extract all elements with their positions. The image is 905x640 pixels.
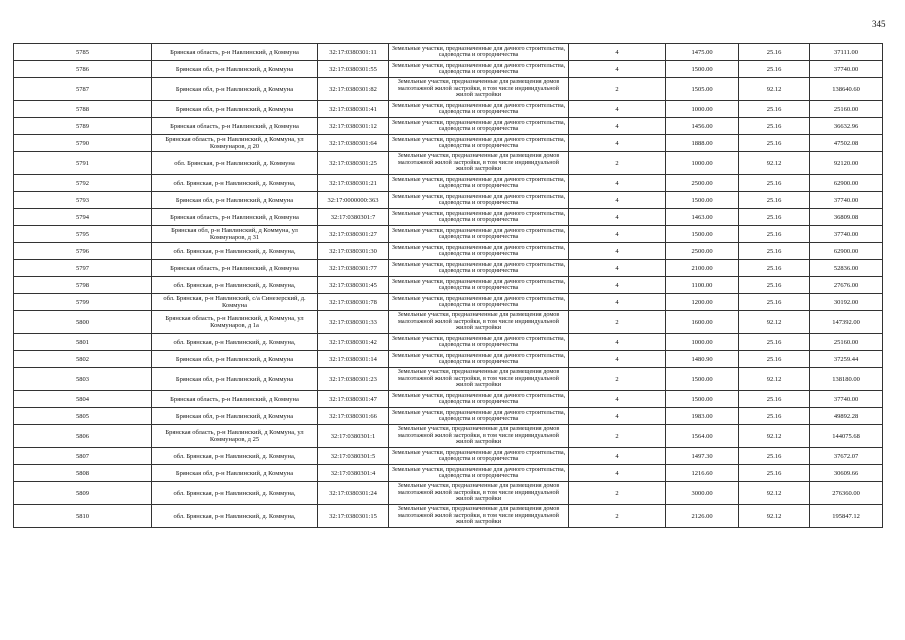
land-use-cell: Земельные участки, предназначенные для дачного строительства, садоводства и огородничества [389, 118, 569, 135]
land-use-cell: Земельные участки, предназначенные для дачного строительства, садоводства и огородничества [389, 408, 569, 425]
cadastral-value-cell: 37740.00 [810, 61, 883, 78]
cadastral-number-cell: 32:17:0380301:33 [318, 311, 389, 334]
cadastral-value-cell: 30609.66 [810, 465, 883, 482]
address-cell: Брянская обл, р-н Навлинский, д Коммуна [152, 408, 318, 425]
table-row [14, 368, 883, 391]
land-use-cell: Земельные участки, предназначенные для дачного строительства, садоводства и огородничества [389, 294, 569, 311]
row-number-cell: 5798 [14, 277, 152, 294]
address-cell: обл. Брянская, р-н Навлинский, д. Коммуна [152, 152, 318, 175]
address-cell: обл. Брянская, р-н Навлинский, д. Коммуна, [152, 243, 318, 260]
cadastral-value-cell: 37740.00 [810, 192, 883, 209]
row-number-cell: 5806 [14, 425, 152, 448]
land-use-cell: Земельные участки, предназначенные для размещения домов малоэтажной жилой застройки, в том числе индивидуальной жилой застройки [389, 505, 569, 528]
row-number-cell: 5801 [14, 334, 152, 351]
land-use-cell: Земельные участки, предназначенные для размещения домов малоэтажной жилой застройки, в том числе индивидуальной жилой застройки [389, 425, 569, 448]
cadastral-value-cell: 37740.00 [810, 391, 883, 408]
cadastral-value-cell: 276360.00 [810, 482, 883, 505]
rate-cell: 25.16 [739, 465, 810, 482]
row-number-cell: 5796 [14, 243, 152, 260]
area-cell: 2126.00 [666, 505, 739, 528]
cadastral-number-cell: 32:17:0000000:363 [318, 192, 389, 209]
land-use-cell: Земельные участки, предназначенные для дачного строительства, садоводства и огородничества [389, 101, 569, 118]
row-number-cell: 5809 [14, 482, 152, 505]
area-cell: 1000.00 [666, 101, 739, 118]
group-cell: 4 [569, 135, 666, 152]
group-cell: 4 [569, 192, 666, 209]
area-cell: 1564.00 [666, 425, 739, 448]
table-row [14, 465, 883, 482]
table-row [14, 175, 883, 192]
cadastral-value-cell: 37740.00 [810, 226, 883, 243]
area-cell: 1200.00 [666, 294, 739, 311]
row-number-cell: 5785 [14, 44, 152, 61]
rate-cell: 92.12 [739, 425, 810, 448]
table-row [14, 192, 883, 209]
cadastral-number-cell: 32:17:0380301:14 [318, 351, 389, 368]
cadastral-number-cell: 32:17:0380301:41 [318, 101, 389, 118]
area-cell: 1500.00 [666, 368, 739, 391]
group-cell: 4 [569, 226, 666, 243]
rate-cell: 25.16 [739, 260, 810, 277]
rate-cell: 92.12 [739, 368, 810, 391]
row-number-cell: 5793 [14, 192, 152, 209]
cadastral-number-cell: 32:17:0380301:27 [318, 226, 389, 243]
row-number-cell: 5805 [14, 408, 152, 425]
group-cell: 4 [569, 277, 666, 294]
row-number-cell: 5794 [14, 209, 152, 226]
cadastral-value-cell: 37259.44 [810, 351, 883, 368]
address-cell: Брянская область, р-н Навлинский, д Коммуна [152, 209, 318, 226]
land-use-cell: Земельные участки, предназначенные для дачного строительства, садоводства и огородничества [389, 243, 569, 260]
cadastral-number-cell: 32:17:0380301:47 [318, 391, 389, 408]
table-row [14, 61, 883, 78]
row-number-cell: 5787 [14, 78, 152, 101]
land-use-cell: Земельные участки, предназначенные для размещения домов малоэтажной жилой застройки, в том числе индивидуальной жилой застройки [389, 482, 569, 505]
rate-cell: 25.16 [739, 118, 810, 135]
group-cell: 2 [569, 425, 666, 448]
rate-cell: 25.16 [739, 192, 810, 209]
cadastral-number-cell: 32:17:0380301:55 [318, 61, 389, 78]
group-cell: 4 [569, 260, 666, 277]
row-number-cell: 5792 [14, 175, 152, 192]
address-cell: Брянская область, р-н Навлинский, д Коммуна, ул Коммунаров, д 25 [152, 425, 318, 448]
table-row [14, 44, 883, 61]
address-cell: Брянская обл, р-н Навлинский, д Коммуна [152, 78, 318, 101]
row-number-cell: 5786 [14, 61, 152, 78]
address-cell: Брянская область, р-н Навлинский, д Коммуна [152, 44, 318, 61]
rate-cell: 92.12 [739, 78, 810, 101]
area-cell: 2100.00 [666, 260, 739, 277]
group-cell: 4 [569, 61, 666, 78]
rate-cell: 25.16 [739, 391, 810, 408]
cadastral-value-cell: 92120.00 [810, 152, 883, 175]
rate-cell: 92.12 [739, 152, 810, 175]
cadastral-number-cell: 32:17:0380301:21 [318, 175, 389, 192]
group-cell: 4 [569, 294, 666, 311]
address-cell: обл. Брянская, р-н Навлинский, д. Коммуна, [152, 277, 318, 294]
address-cell: обл. Брянская, р-н Навлинский, с/а Синезерский, д. Коммуна [152, 294, 318, 311]
land-use-cell: Земельные участки, предназначенные для дачного строительства, садоводства и огородничества [389, 351, 569, 368]
cadastral-value-cell: 25160.00 [810, 334, 883, 351]
land-use-cell: Земельные участки, предназначенные для дачного строительства, садоводства и огородничества [389, 135, 569, 152]
cadastral-number-cell: 32:17:0380301:25 [318, 152, 389, 175]
group-cell: 4 [569, 118, 666, 135]
land-use-cell: Земельные участки, предназначенные для размещения домов малоэтажной жилой застройки, в том числе индивидуальной жилой застройки [389, 311, 569, 334]
group-cell: 4 [569, 448, 666, 465]
cadastral-value-cell: 37672.07 [810, 448, 883, 465]
table-row [14, 505, 883, 528]
row-number-cell: 5797 [14, 260, 152, 277]
land-use-cell: Земельные участки, предназначенные для дачного строительства, садоводства и огородничества [389, 260, 569, 277]
table-row [14, 152, 883, 175]
group-cell: 4 [569, 209, 666, 226]
cadastral-value-cell: 138180.00 [810, 368, 883, 391]
rate-cell: 92.12 [739, 311, 810, 334]
rate-cell: 25.16 [739, 175, 810, 192]
cadastral-number-cell: 32:17:0380301:77 [318, 260, 389, 277]
address-cell: Брянская обл, р-н Навлинский, д Коммуна, ул Коммунаров, д 31 [152, 226, 318, 243]
cadastral-number-cell: 32:17:0380301:78 [318, 294, 389, 311]
address-cell: обл. Брянская, р-н Навлинский, д. Коммуна, [152, 175, 318, 192]
cadastral-number-cell: 32:17:0380301:5 [318, 448, 389, 465]
land-use-cell: Земельные участки, предназначенные для размещения домов малоэтажной жилой застройки, в том числе индивидуальной жилой застройки [389, 78, 569, 101]
table-row [14, 334, 883, 351]
cadastral-value-cell: 36632.96 [810, 118, 883, 135]
cadastral-number-cell: 32:17:0380301:7 [318, 209, 389, 226]
group-cell: 2 [569, 505, 666, 528]
cadastral-value-cell: 27676.00 [810, 277, 883, 294]
address-cell: Брянская обл, р-н Навлинский, д Коммуна [152, 61, 318, 78]
group-cell: 2 [569, 482, 666, 505]
cadastral-value-cell: 36809.08 [810, 209, 883, 226]
row-number-cell: 5808 [14, 465, 152, 482]
land-use-cell: Земельные участки, предназначенные для дачного строительства, садоводства и огородничества [389, 175, 569, 192]
cadastral-number-cell: 32:17:0380301:82 [318, 78, 389, 101]
area-cell: 1505.00 [666, 78, 739, 101]
land-use-cell: Земельные участки, предназначенные для дачного строительства, садоводства и огородничества [389, 334, 569, 351]
table-row [14, 277, 883, 294]
row-number-cell: 5810 [14, 505, 152, 528]
group-cell: 2 [569, 368, 666, 391]
land-use-cell: Земельные участки, предназначенные для размещения домов малоэтажной жилой застройки, в том числе индивидуальной жилой застройки [389, 368, 569, 391]
address-cell: Брянская область, р-н Навлинский, д Коммуна, ул Коммунаров, д 1а [152, 311, 318, 334]
rate-cell: 25.16 [739, 135, 810, 152]
table-row [14, 78, 883, 101]
land-use-cell: Земельные участки, предназначенные для дачного строительства, садоводства и огородничества [389, 277, 569, 294]
cadastral-number-cell: 32:17:0380301:1 [318, 425, 389, 448]
area-cell: 1500.00 [666, 192, 739, 209]
area-cell: 2500.00 [666, 243, 739, 260]
rate-cell: 25.16 [739, 294, 810, 311]
area-cell: 1100.00 [666, 277, 739, 294]
land-use-cell: Земельные участки, предназначенные для дачного строительства, садоводства и огородничества [389, 209, 569, 226]
cadastral-number-cell: 32:17:0380301:30 [318, 243, 389, 260]
group-cell: 2 [569, 311, 666, 334]
table-row [14, 311, 883, 334]
address-cell: Брянская обл, р-н Навлинский, д Коммуна [152, 351, 318, 368]
table-row [14, 226, 883, 243]
group-cell: 4 [569, 44, 666, 61]
cadastral-value-cell: 138640.60 [810, 78, 883, 101]
table-row [14, 101, 883, 118]
rate-cell: 25.16 [739, 209, 810, 226]
cadastral-value-cell: 47502.08 [810, 135, 883, 152]
table-row [14, 260, 883, 277]
cadastral-value-cell: 25160.00 [810, 101, 883, 118]
row-number-cell: 5804 [14, 391, 152, 408]
group-cell: 4 [569, 243, 666, 260]
rate-cell: 25.16 [739, 277, 810, 294]
land-use-cell: Земельные участки, предназначенные для дачного строительства, садоводства и огородничества [389, 226, 569, 243]
cadastral-value-cell: 37111.00 [810, 44, 883, 61]
cadastral-number-cell: 32:17:0380301:12 [318, 118, 389, 135]
group-cell: 4 [569, 465, 666, 482]
area-cell: 1216.60 [666, 465, 739, 482]
cadastral-number-cell: 32:17:0380301:42 [318, 334, 389, 351]
area-cell: 1500.00 [666, 61, 739, 78]
row-number-cell: 5789 [14, 118, 152, 135]
land-use-cell: Земельные участки, предназначенные для дачного строительства, садоводства и огородничества [389, 465, 569, 482]
table-row [14, 243, 883, 260]
cadastral-number-cell: 32:17:0380301:11 [318, 44, 389, 61]
row-number-cell: 5800 [14, 311, 152, 334]
row-number-cell: 5790 [14, 135, 152, 152]
table-row [14, 135, 883, 152]
cadastral-number-cell: 32:17:0380301:66 [318, 408, 389, 425]
row-number-cell: 5795 [14, 226, 152, 243]
area-cell: 1456.00 [666, 118, 739, 135]
address-cell: обл. Брянская, р-н Навлинский, д. Коммуна, [152, 505, 318, 528]
row-number-cell: 5788 [14, 101, 152, 118]
address-cell: Брянская обл, р-н Навлинский, д Коммуна [152, 465, 318, 482]
area-cell: 1475.00 [666, 44, 739, 61]
rate-cell: 25.16 [739, 44, 810, 61]
land-use-cell: Земельные участки, предназначенные для дачного строительства, садоводства и огородничества [389, 44, 569, 61]
cadastral-value-cell: 144075.68 [810, 425, 883, 448]
cadastral-number-cell: 32:17:0380301:23 [318, 368, 389, 391]
area-cell: 1500.00 [666, 391, 739, 408]
group-cell: 4 [569, 408, 666, 425]
cadastral-number-cell: 32:17:0380301:4 [318, 465, 389, 482]
area-cell: 1983.00 [666, 408, 739, 425]
cadastral-value-table [13, 43, 883, 528]
area-cell: 1888.00 [666, 135, 739, 152]
cadastral-number-cell: 32:17:0380301:24 [318, 482, 389, 505]
area-cell: 1497.30 [666, 448, 739, 465]
address-cell: Брянская область, р-н Навлинский, д Коммуна [152, 260, 318, 277]
group-cell: 4 [569, 175, 666, 192]
rate-cell: 25.16 [739, 243, 810, 260]
rate-cell: 25.16 [739, 226, 810, 243]
address-cell: обл. Брянская, р-н Навлинский, д. Коммуна, [152, 482, 318, 505]
rate-cell: 25.16 [739, 334, 810, 351]
cadastral-number-cell: 32:17:0380301:15 [318, 505, 389, 528]
row-number-cell: 5799 [14, 294, 152, 311]
group-cell: 4 [569, 351, 666, 368]
address-cell: обл. Брянская, р-н Навлинский, д. Коммуна, [152, 334, 318, 351]
cadastral-value-cell: 147392.00 [810, 311, 883, 334]
group-cell: 2 [569, 152, 666, 175]
rate-cell: 92.12 [739, 505, 810, 528]
land-use-cell: Земельные участки, предназначенные для размещения домов малоэтажной жилой застройки, в том числе индивидуальной жилой застройки [389, 152, 569, 175]
area-cell: 1480.90 [666, 351, 739, 368]
row-number-cell: 5807 [14, 448, 152, 465]
address-cell: Брянская обл, р-н Навлинский, д Коммуна [152, 192, 318, 209]
table-row [14, 408, 883, 425]
page-number: 345 [872, 19, 886, 29]
cadastral-value-cell: 62900.00 [810, 175, 883, 192]
area-cell: 3000.00 [666, 482, 739, 505]
address-cell: обл. Брянская, р-н Навлинский, д. Коммуна, [152, 448, 318, 465]
address-cell: Брянская обл, р-н Навлинский, д Коммуна [152, 368, 318, 391]
address-cell: Брянская область, р-н Навлинский, д Коммуна, ул Коммунаров, д 20 [152, 135, 318, 152]
area-cell: 1600.00 [666, 311, 739, 334]
cadastral-value-cell: 195847.12 [810, 505, 883, 528]
cadastral-number-cell: 32:17:0380301:45 [318, 277, 389, 294]
area-cell: 1500.00 [666, 226, 739, 243]
rate-cell: 25.16 [739, 101, 810, 118]
table-row [14, 118, 883, 135]
rate-cell: 25.16 [739, 408, 810, 425]
area-cell: 2500.00 [666, 175, 739, 192]
group-cell: 4 [569, 101, 666, 118]
land-use-cell: Земельные участки, предназначенные для дачного строительства, садоводства и огородничества [389, 61, 569, 78]
rate-cell: 25.16 [739, 61, 810, 78]
cadastral-number-cell: 32:17:0380301:64 [318, 135, 389, 152]
rate-cell: 25.16 [739, 351, 810, 368]
address-cell: Брянская обл, р-н Навлинский, д Коммуна [152, 101, 318, 118]
land-use-cell: Земельные участки, предназначенные для дачного строительства, садоводства и огородничества [389, 448, 569, 465]
cadastral-value-cell: 49892.28 [810, 408, 883, 425]
group-cell: 4 [569, 391, 666, 408]
address-cell: Брянская область, р-н Навлинский, д Коммуна [152, 118, 318, 135]
cadastral-value-cell: 30192.00 [810, 294, 883, 311]
table-row [14, 351, 883, 368]
rate-cell: 25.16 [739, 448, 810, 465]
area-cell: 1000.00 [666, 152, 739, 175]
table-row [14, 209, 883, 226]
area-cell: 1000.00 [666, 334, 739, 351]
address-cell: Брянская область, р-н Навлинский, д Коммуна [152, 391, 318, 408]
cadastral-value-cell: 62900.00 [810, 243, 883, 260]
table-row [14, 448, 883, 465]
table-row [14, 425, 883, 448]
row-number-cell: 5803 [14, 368, 152, 391]
rate-cell: 92.12 [739, 482, 810, 505]
table-row [14, 482, 883, 505]
row-number-cell: 5791 [14, 152, 152, 175]
table-row [14, 391, 883, 408]
cadastral-value-cell: 52836.00 [810, 260, 883, 277]
area-cell: 1463.00 [666, 209, 739, 226]
table-row [14, 294, 883, 311]
group-cell: 2 [569, 78, 666, 101]
row-number-cell: 5802 [14, 351, 152, 368]
land-use-cell: Земельные участки, предназначенные для дачного строительства, садоводства и огородничества [389, 192, 569, 209]
land-use-cell: Земельные участки, предназначенные для дачного строительства, садоводства и огородничества [389, 391, 569, 408]
group-cell: 4 [569, 334, 666, 351]
